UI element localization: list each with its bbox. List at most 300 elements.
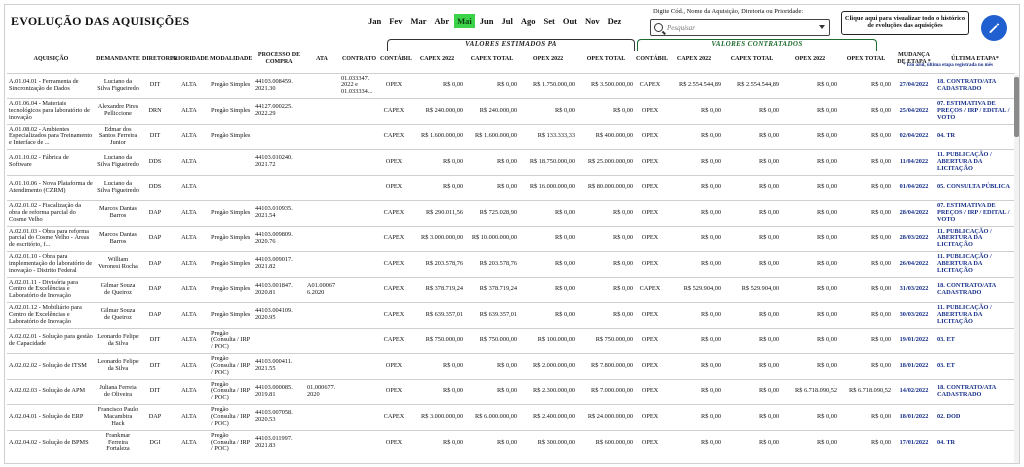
table-cell xyxy=(305,73,339,99)
table-cell: ALTA xyxy=(169,252,209,278)
table-cell: OPEX xyxy=(635,405,665,431)
table-cell: R$ 0,00 xyxy=(665,354,723,380)
table-cell: 25/04/2022 xyxy=(893,99,935,125)
month-abr[interactable]: Abr xyxy=(434,16,450,26)
table-cell: ALTA xyxy=(169,379,209,405)
table-cell: R$ 0,00 xyxy=(781,252,839,278)
table-cell: R$ 0,00 xyxy=(409,73,465,99)
month-mai[interactable]: Mai xyxy=(454,14,475,28)
table-cell xyxy=(339,354,379,380)
table-cell: 04. TR xyxy=(935,124,1015,150)
table-header xyxy=(7,45,1015,73)
table-cell: DAP xyxy=(141,405,169,431)
table-cell: 02. DOD xyxy=(935,405,1015,431)
table-cell: Francisco Paulo Macambira Hack xyxy=(95,405,141,431)
table-cell: R$ 0,00 xyxy=(839,99,893,125)
month-filter xyxy=(365,14,624,28)
table-cell xyxy=(339,150,379,176)
column-header[interactable]: CONTRATO xyxy=(341,55,377,62)
table-cell: R$ 0,00 xyxy=(519,252,577,278)
table-cell: R$ 203.578,76 xyxy=(465,252,519,278)
month-ago[interactable]: Ago xyxy=(520,16,536,26)
table-cell xyxy=(305,252,339,278)
table-cell: 44103.010935. 2021.54 xyxy=(253,201,305,227)
column-header[interactable]: DIRETORIA xyxy=(142,55,177,62)
table-cell xyxy=(339,303,379,329)
table-cell: R$ 240.000,00 xyxy=(409,99,465,125)
scrollbar-thumb[interactable] xyxy=(1014,77,1019,137)
table-cell: Alexandre Pires Pelliccione xyxy=(95,99,141,125)
table-cell: 11. PUBLICAÇÃO / ABERTURA DA LICITAÇÃO xyxy=(935,252,1015,278)
table-cell: 18. CONTRATO/ATA CADASTRADO xyxy=(935,73,1015,99)
table-cell: 03. ET xyxy=(935,328,1015,354)
table-cell xyxy=(339,124,379,150)
column-header[interactable]: OPEX TOTAL xyxy=(846,55,886,62)
table-cell: R$ 2.554.544,89 xyxy=(723,73,781,99)
table-cell: R$ 0,00 xyxy=(781,99,839,125)
column-header[interactable]: CAPEX TOTAL xyxy=(470,55,514,62)
table-cell: R$ 0,00 xyxy=(781,328,839,354)
table-cell: Gilmar Souza de Queiroz xyxy=(95,277,141,303)
table-row[interactable] xyxy=(7,73,1015,99)
table-cell: R$ 6.718.090,52 xyxy=(839,379,893,405)
table-cell: Marcos Dantas Barros xyxy=(95,226,141,252)
table-cell: R$ 0,00 xyxy=(465,175,519,201)
table-cell: CAPEX xyxy=(379,201,409,227)
table-cell: R$ 0,00 xyxy=(781,201,839,227)
table-cell: A.02.02.01 - Solução para gestão de Capacidade xyxy=(7,328,95,354)
table-cell: 26/04/2022 xyxy=(893,252,935,278)
table-cell: A.02.01.03 - Obra para reforma parcial do Cosme Velho - Áreas de escritório, f... xyxy=(7,226,95,252)
table-cell: Frankmar Ferreira Fortaleza xyxy=(95,430,141,456)
table-cell: R$ 0,00 xyxy=(665,124,723,150)
table-cell: ALTA xyxy=(169,277,209,303)
table-cell: R$ 2.400.000,00 xyxy=(519,405,577,431)
table-cell: R$ 0,00 xyxy=(723,175,781,201)
table-cell: R$ 18.750.000,00 xyxy=(519,150,577,176)
table-cell: A.02.01.02 - Fiscalização da obra de reforma parcial do Cosme Velho xyxy=(7,201,95,227)
table-cell xyxy=(339,226,379,252)
table-cell: A.01.10.06 - Nova Plataforma de Atendimento (CZRM) xyxy=(7,175,95,201)
table-cell: William Veronesi Rocha xyxy=(95,252,141,278)
table-cell: 03. ET xyxy=(935,354,1015,380)
table-cell: A.02.04.02 - Solução de BPMS xyxy=(7,430,95,456)
table-cell: R$ 7.000.000,00 xyxy=(577,379,635,405)
table-cell: Luciano da Silva Figueiredo xyxy=(95,150,141,176)
table-cell: DAP xyxy=(141,277,169,303)
table-cell: Pregão Simples xyxy=(209,303,253,329)
table-cell xyxy=(305,99,339,125)
table-cell: Pregão (Consulta / IRP / POC) xyxy=(209,430,253,456)
table-cell: R$ 0,00 xyxy=(781,430,839,456)
table-cell: Luciano da Silva Figueiredo xyxy=(95,73,141,99)
table-cell: 30/03/2022 xyxy=(893,303,935,329)
table-cell: Pregão Simples xyxy=(209,99,253,125)
table-cell: OPEX xyxy=(379,379,409,405)
table-cell: R$ 0,00 xyxy=(519,201,577,227)
table-cell: Gilmar Souza de Queiroz xyxy=(95,303,141,329)
table-cell xyxy=(305,124,339,150)
table-cell: R$ 0,00 xyxy=(665,175,723,201)
table-cell: R$ 6.718.090,52 xyxy=(781,379,839,405)
table-cell: A.02.02.03 - Solução de APM xyxy=(7,379,95,405)
table-cell: R$ 0,00 xyxy=(519,99,577,125)
table-cell: Pregão Simples xyxy=(209,252,253,278)
table-cell: DAP xyxy=(141,201,169,227)
table-cell: 44103.008459. 2021.30 xyxy=(253,73,305,99)
table-cell: 11. PUBLICAÇÃO / ABERTURA DA LICITAÇÃO xyxy=(935,150,1015,176)
table-cell: DGI xyxy=(141,430,169,456)
table-cell: 44103.001847. 2020.81 xyxy=(253,277,305,303)
table-cell: R$ 0,00 xyxy=(723,303,781,329)
table-cell: R$ 0,00 xyxy=(781,73,839,99)
table-row[interactable] xyxy=(7,354,1015,380)
table-cell xyxy=(305,226,339,252)
table-cell: Edmar dos Santos Ferreira Junior xyxy=(95,124,141,150)
table-cell: DAP xyxy=(141,303,169,329)
table-cell: A.02.01.11 - Divisória para Centro de Excelências e Laboratório de Inovação xyxy=(7,277,95,303)
table-cell: Juliana Ferreia de Oliveira xyxy=(95,379,141,405)
table-cell: 44103.004109. 2020.95 xyxy=(253,303,305,329)
table-cell: DIT xyxy=(141,124,169,150)
table-cell: R$ 0,00 xyxy=(839,150,893,176)
table-cell: 44127.000225. 2022.29 xyxy=(253,99,305,125)
month-out[interactable]: Out xyxy=(562,16,577,26)
table-cell xyxy=(305,303,339,329)
table-cell: OPEX xyxy=(635,175,665,201)
legend-note: * Em azul, última etapa registrada no mês xyxy=(903,63,993,68)
table-cell: R$ 2.554.544,89 xyxy=(665,73,723,99)
table-cell: R$ 0,00 xyxy=(781,150,839,176)
table-cell: R$ 0,00 xyxy=(723,430,781,456)
table-cell: R$ 7.800.000,00 xyxy=(577,354,635,380)
column-header[interactable]: ÚLTIMA ETAPA* xyxy=(951,55,999,62)
table-cell: ALTA xyxy=(169,201,209,227)
table-cell: OPEX xyxy=(379,175,409,201)
table-cell: R$ 0,00 xyxy=(723,99,781,125)
table-cell: R$ 0,00 xyxy=(465,430,519,456)
table-row[interactable] xyxy=(7,226,1015,252)
table-cell: OPEX xyxy=(635,201,665,227)
table-cell: CAPEX xyxy=(379,328,409,354)
table-row[interactable] xyxy=(7,277,1015,303)
table-cell: DAP xyxy=(141,226,169,252)
table-cell: R$ 639.357,01 xyxy=(465,303,519,329)
table-cell: 28/04/2022 xyxy=(893,201,935,227)
table-row[interactable] xyxy=(7,150,1015,176)
table-cell: 11. PUBLICAÇÃO / ABERTURA DA LICITAÇÃO xyxy=(935,303,1015,329)
table-cell: R$ 0,00 xyxy=(665,430,723,456)
table-cell: R$ 0,00 xyxy=(577,201,635,227)
table-cell: R$ 0,00 xyxy=(465,354,519,380)
month-set[interactable]: Set xyxy=(543,16,555,26)
table-cell xyxy=(305,430,339,456)
table-cell: R$ 0,00 xyxy=(781,124,839,150)
table-cell: R$ 529.904,00 xyxy=(665,277,723,303)
table-cell: R$ 0,00 xyxy=(665,99,723,125)
table-cell: 07. ESTIMATIVA DE PREÇOS / IRP / EDITAL / VOTO xyxy=(935,201,1015,227)
table-cell: 01/04/2022 xyxy=(893,175,935,201)
column-header[interactable]: ATA xyxy=(316,55,328,62)
table-cell: ALTA xyxy=(169,328,209,354)
column-header[interactable]: PROCESSO DE COMPRA xyxy=(257,52,301,65)
table-cell: Pregão Simples xyxy=(209,201,253,227)
table-cell: R$ 0,00 xyxy=(839,201,893,227)
table-cell: 01.000677. 2020 xyxy=(305,379,339,405)
table-cell: DDS xyxy=(141,150,169,176)
table-cell: R$ 750.000,00 xyxy=(465,328,519,354)
table-cell: Pregão (Consulta / IRP / POC) xyxy=(209,405,253,431)
table-body xyxy=(7,73,1015,456)
table-cell: R$ 639.357,01 xyxy=(409,303,465,329)
table-cell: R$ 0,00 xyxy=(665,328,723,354)
table-cell: R$ 0,00 xyxy=(839,430,893,456)
table-cell: R$ 0,00 xyxy=(839,354,893,380)
table-row[interactable] xyxy=(7,252,1015,278)
table-row[interactable] xyxy=(7,405,1015,431)
history-button[interactable]: Clique aqui para visualizar todo o histórico de evoluções das aquisições xyxy=(841,11,969,35)
column-header[interactable]: OPEX TOTAL xyxy=(586,55,626,62)
table-row[interactable] xyxy=(7,328,1015,354)
table-cell: R$ 0,00 xyxy=(409,379,465,405)
table-row[interactable] xyxy=(7,379,1015,405)
table-cell: R$ 0,00 xyxy=(577,99,635,125)
month-jan[interactable]: Jan xyxy=(368,16,382,26)
table-cell xyxy=(305,175,339,201)
table-cell: OPEX xyxy=(635,99,665,125)
table-cell: R$ 0,00 xyxy=(465,379,519,405)
table-cell: R$ 0,00 xyxy=(839,405,893,431)
table-cell: R$ 0,00 xyxy=(723,226,781,252)
table-cell: R$ 0,00 xyxy=(577,303,635,329)
acquisitions-table xyxy=(7,45,1015,456)
table-cell: R$ 203.578,76 xyxy=(409,252,465,278)
table-cell: ALTA xyxy=(169,175,209,201)
table-cell: 01.033347. 2022 e 01.033334... xyxy=(339,73,379,99)
table-cell: R$ 3.000.000,00 xyxy=(409,405,465,431)
table-cell: DIT xyxy=(141,354,169,380)
table-cell xyxy=(339,430,379,456)
table-row[interactable] xyxy=(7,99,1015,125)
table-cell: R$ 2.000.000,00 xyxy=(519,354,577,380)
table-cell: A01.00067 6.2020 xyxy=(305,277,339,303)
table-cell: Leonardo Felipe da Silva xyxy=(95,354,141,380)
table-cell: R$ 725.028,90 xyxy=(465,201,519,227)
table-cell: DIT xyxy=(141,379,169,405)
table-cell: 28/03/2022 xyxy=(893,226,935,252)
acquisitions-report xyxy=(4,4,1020,464)
table-cell: CAPEX xyxy=(635,73,665,99)
table-cell: R$ 0,00 xyxy=(839,252,893,278)
column-header[interactable]: CAPEX TOTAL xyxy=(730,55,774,62)
table-cell: Pregão Simples xyxy=(209,73,253,99)
table-cell xyxy=(339,175,379,201)
table-cell: CAPEX xyxy=(379,277,409,303)
table-cell: R$ 1.600.000,00 xyxy=(465,124,519,150)
table-cell xyxy=(339,405,379,431)
table-cell: A.01.06.04 - Materiais tecnológicos para laboratório de inovação xyxy=(7,99,95,125)
column-header[interactable]: PRIORIDADE xyxy=(170,55,209,62)
table-cell: 44103.011997. 2021.83 xyxy=(253,430,305,456)
table-cell xyxy=(305,405,339,431)
search-dropdown[interactable] xyxy=(650,19,830,36)
table-cell: A.02.02.02 - Solução de ITSM xyxy=(7,354,95,380)
table-cell: R$ 0,00 xyxy=(781,354,839,380)
table-cell: R$ 0,00 xyxy=(409,175,465,201)
table-cell: R$ 0,00 xyxy=(723,354,781,380)
table-cell: 18. CONTRATO/ATA CADASTRADO xyxy=(935,277,1015,303)
column-header[interactable]: MODALIDADE xyxy=(210,55,253,62)
table-cell: CAPEX xyxy=(379,252,409,278)
table-cell: 04. TR xyxy=(935,430,1015,456)
month-nov[interactable]: Nov xyxy=(585,16,600,26)
table-cell: OPEX xyxy=(379,150,409,176)
table-cell: R$ 0,00 xyxy=(723,405,781,431)
table-cell: R$ 1.750.000,00 xyxy=(519,73,577,99)
table-cell: DIT xyxy=(141,73,169,99)
table-cell: R$ 378.719,24 xyxy=(465,277,519,303)
column-header[interactable]: AQUISIÇÃO xyxy=(33,55,69,62)
table-cell: ALTA xyxy=(169,150,209,176)
table-cell: 14/02/2022 xyxy=(893,379,935,405)
month-dez[interactable]: Dez xyxy=(607,16,622,26)
table-cell: Pregão (Consulta / IRP / POC) xyxy=(209,354,253,380)
search-input[interactable] xyxy=(667,24,817,32)
table-cell: R$ 2.300.000,00 xyxy=(519,379,577,405)
table-cell: R$ 0,00 xyxy=(723,124,781,150)
table-cell: ALTA xyxy=(169,99,209,125)
table-row[interactable] xyxy=(7,124,1015,150)
table-cell: A.02.01.10 - Obra para implementação do laboratório de inovação - Distrito Federal xyxy=(7,252,95,278)
table-cell: R$ 0,00 xyxy=(409,150,465,176)
table-cell: R$ 0,00 xyxy=(723,201,781,227)
table-cell: ALTA xyxy=(169,73,209,99)
table-cell: OPEX xyxy=(635,354,665,380)
table-cell: Pregão (Consulta / IRP / POC) xyxy=(209,379,253,405)
table-cell: R$ 0,00 xyxy=(577,226,635,252)
table-cell: CAPEX xyxy=(635,277,665,303)
table-row[interactable] xyxy=(7,430,1015,456)
table-cell: R$ 0,00 xyxy=(665,150,723,176)
column-header[interactable]: OPEX 2022 xyxy=(794,55,826,62)
column-header[interactable]: DEMANDANTE xyxy=(96,55,140,62)
table-cell: OPEX xyxy=(635,252,665,278)
column-header[interactable]: CONTÁBIL xyxy=(636,55,669,62)
column-header[interactable]: CAPEX 2022 xyxy=(419,55,455,62)
table-row[interactable] xyxy=(7,303,1015,329)
table-cell: R$ 0,00 xyxy=(465,73,519,99)
column-header[interactable]: MUDANÇA DE ETAPA * xyxy=(897,52,931,65)
table-cell: R$ 378.719,24 xyxy=(409,277,465,303)
table-cell: 02/04/2022 xyxy=(893,124,935,150)
table-cell: R$ 290.011,56 xyxy=(409,201,465,227)
table-cell: R$ 0,00 xyxy=(665,303,723,329)
table-cell: Marcos Dantas Barros xyxy=(95,201,141,227)
table-cell xyxy=(339,99,379,125)
month-jun[interactable]: Jun xyxy=(479,16,494,26)
table-cell: Pregão Simples xyxy=(209,124,253,150)
table-cell: R$ 0,00 xyxy=(839,328,893,354)
edit-button[interactable] xyxy=(981,15,1007,41)
table-cell: 31/03/2022 xyxy=(893,277,935,303)
table-cell: 05. CONSULTA PÚBLICA xyxy=(935,175,1015,201)
table-cell: 11/04/2022 xyxy=(893,150,935,176)
column-header[interactable]: CONTÁBIL xyxy=(380,55,413,62)
table-cell: R$ 529.904,00 xyxy=(723,277,781,303)
month-mar[interactable]: Mar xyxy=(410,16,427,26)
table-cell: 44103.010240. 2021.72 xyxy=(253,150,305,176)
table-cell: 18/01/2022 xyxy=(893,405,935,431)
table-cell: R$ 300.000,00 xyxy=(519,430,577,456)
estimated-values-group: VALORES ESTIMADOS PA xyxy=(387,39,635,51)
table-cell: ALTA xyxy=(169,405,209,431)
table-cell: 07. ESTIMATIVA DE PREÇOS / IRP / EDITAL / VOTO xyxy=(935,99,1015,125)
table-cell: DAP xyxy=(141,252,169,278)
table-cell: R$ 240.000,00 xyxy=(465,99,519,125)
table-cell xyxy=(305,354,339,380)
table-cell: R$ 0,00 xyxy=(723,328,781,354)
table-cell: R$ 0,00 xyxy=(839,303,893,329)
month-jul[interactable]: Jul xyxy=(501,16,513,26)
page-title: EVOLUÇÃO DAS AQUISIÇÕES xyxy=(11,14,190,28)
table-cell: R$ 0,00 xyxy=(409,430,465,456)
table-cell: OPEX xyxy=(635,430,665,456)
table-cell: R$ 24.000.000,00 xyxy=(577,405,635,431)
column-header[interactable]: CAPEX 2022 xyxy=(676,55,712,62)
table-cell xyxy=(253,124,305,150)
table-cell: OPEX xyxy=(379,430,409,456)
table-cell xyxy=(305,150,339,176)
table-cell: R$ 0,00 xyxy=(519,303,577,329)
table-row[interactable] xyxy=(7,201,1015,227)
table-cell: OPEX xyxy=(379,73,409,99)
table-cell: CAPEX xyxy=(379,303,409,329)
table-cell: R$ 0,00 xyxy=(519,277,577,303)
table-row[interactable] xyxy=(7,175,1015,201)
table-cell: R$ 0,00 xyxy=(577,252,635,278)
table-cell: A.01.10.02 - Fábrica de Software xyxy=(7,150,95,176)
table-cell: Pregão (Consulta / IRP / POC) xyxy=(209,328,253,354)
table-cell: R$ 0,00 xyxy=(839,73,893,99)
table-cell: ALTA xyxy=(169,303,209,329)
table-cell: DIT xyxy=(141,328,169,354)
table-cell: R$ 0,00 xyxy=(839,226,893,252)
table-cell: R$ 0,00 xyxy=(665,252,723,278)
table-cell: R$ 16.000.000,00 xyxy=(519,175,577,201)
table-cell: 44103.009809. 2020.76 xyxy=(253,226,305,252)
table-cell: R$ 0,00 xyxy=(723,252,781,278)
table-cell: R$ 0,00 xyxy=(723,150,781,176)
month-fev[interactable]: Fev xyxy=(389,16,403,26)
table-cell: R$ 0,00 xyxy=(839,277,893,303)
table-cell: OPEX xyxy=(635,303,665,329)
table-cell: ALTA xyxy=(169,430,209,456)
table-cell: R$ 133.333,33 xyxy=(519,124,577,150)
table-cell: R$ 0,00 xyxy=(781,226,839,252)
table-cell: 44103.000411. 2021.55 xyxy=(253,354,305,380)
table-cell: R$ 0,00 xyxy=(519,226,577,252)
chevron-down-icon[interactable] xyxy=(819,25,825,29)
table-cell xyxy=(253,175,305,201)
table-cell: R$ 0,00 xyxy=(665,226,723,252)
column-header[interactable]: OPEX 2022 xyxy=(532,55,564,62)
table-cell xyxy=(339,252,379,278)
table-cell: R$ 0,00 xyxy=(839,124,893,150)
table-cell xyxy=(305,328,339,354)
table-cell: OPEX xyxy=(635,379,665,405)
table-cell: 18. CONTRATO/ATA CADASTRADO xyxy=(935,379,1015,405)
contracted-values-group: VALORES CONTRATADOS xyxy=(637,39,877,51)
